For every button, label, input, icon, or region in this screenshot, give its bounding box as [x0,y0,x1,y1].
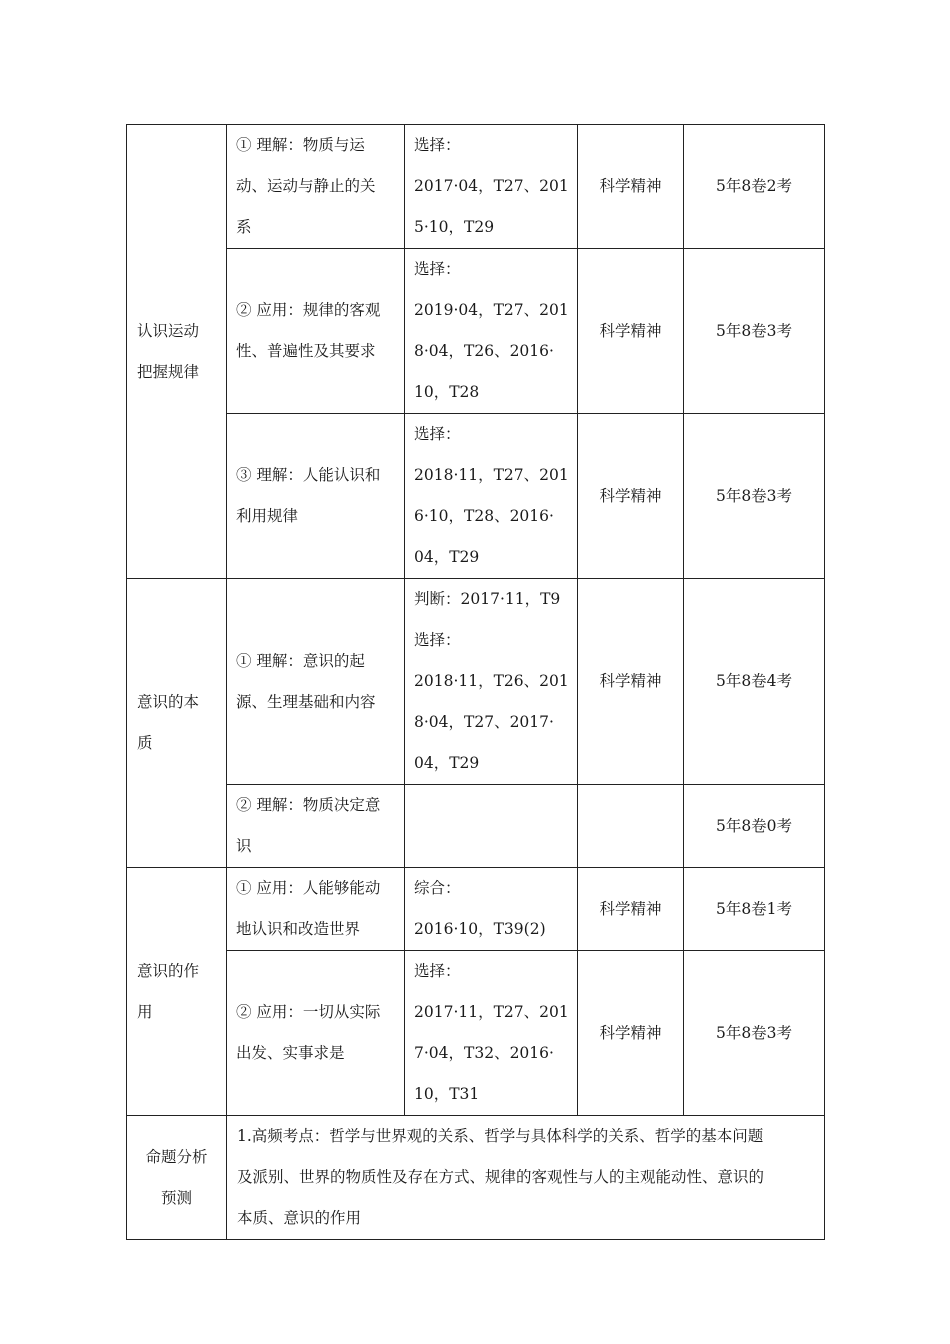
requirement-cell: ① 理解：物质与运 动、运动与静止的关 系 [227,125,405,249]
exam-record-cell: 选择： 2017·11，T27、201 7·04，T32、2016· 10，T31 [405,951,578,1116]
exam-syllabus-table [126,124,825,1240]
requirement-cell: ② 应用：规律的客观 性、普遍性及其要求 [227,249,405,414]
frequency-cell: 5年8卷0考 [684,785,825,868]
frequency-cell: 5年8卷1考 [684,868,825,951]
literacy-cell: 科学精神 [578,579,684,785]
exam-record-cell [405,785,578,868]
requirement-cell: ② 应用：一切从实际 出发、实事求是 [227,951,405,1116]
requirement-cell: ① 应用：人能够能动 地认识和改造世界 [227,868,405,951]
table-row [127,951,825,1116]
analysis-row [127,1116,825,1240]
topic-cell: 意识的本 质 [127,579,227,868]
topic-cell: 意识的作 用 [127,868,227,1116]
frequency-cell: 5年8卷3考 [684,951,825,1116]
exam-record-cell: 选择： 2017·04，T27、201 5·10，T29 [405,125,578,249]
table-row [127,579,825,785]
exam-record-cell: 综合： 2016·10，T39(2) [405,868,578,951]
requirement-cell: ③ 理解：人能认识和 利用规律 [227,414,405,579]
analysis-label-cell: 命题分析 预测 [127,1116,227,1240]
table-row [127,785,825,868]
literacy-cell: 科学精神 [578,414,684,579]
frequency-cell: 5年8卷3考 [684,414,825,579]
requirement-cell: ② 理解：物质决定意 识 [227,785,405,868]
literacy-cell: 科学精神 [578,249,684,414]
table-row [127,414,825,579]
exam-record-cell: 选择： 2018·11，T27、201 6·10，T28、2016· 04，T29 [405,414,578,579]
topic-cell: 认识运动 把握规律 [127,125,227,579]
literacy-cell: 科学精神 [578,868,684,951]
exam-syllabus-table-page [126,124,824,1227]
exam-record-cell: 选择： 2019·04，T27、201 8·04，T26、2016· 10，T28 [405,249,578,414]
literacy-cell [578,785,684,868]
table-row [127,249,825,414]
frequency-cell: 5年8卷4考 [684,579,825,785]
literacy-cell: 科学精神 [578,125,684,249]
requirement-cell: ① 理解：意识的起 源、生理基础和内容 [227,579,405,785]
frequency-cell: 5年8卷2考 [684,125,825,249]
literacy-cell: 科学精神 [578,951,684,1116]
table-row [127,125,825,249]
frequency-cell: 5年8卷3考 [684,249,825,414]
analysis-text-cell: 1.高频考点：哲学与世界观的关系、哲学与具体科学的关系、哲学的基本问题 及派别、世界的物质性及存在方式、规律的客观性与人的主观能动性、意识的 本质、意识的作用 [227,1116,825,1240]
table-row [127,868,825,951]
exam-record-cell: 判断：2017·11，T9 选择： 2018·11，T26、201 8·04，T27、2017· 04，T29 [405,579,578,785]
